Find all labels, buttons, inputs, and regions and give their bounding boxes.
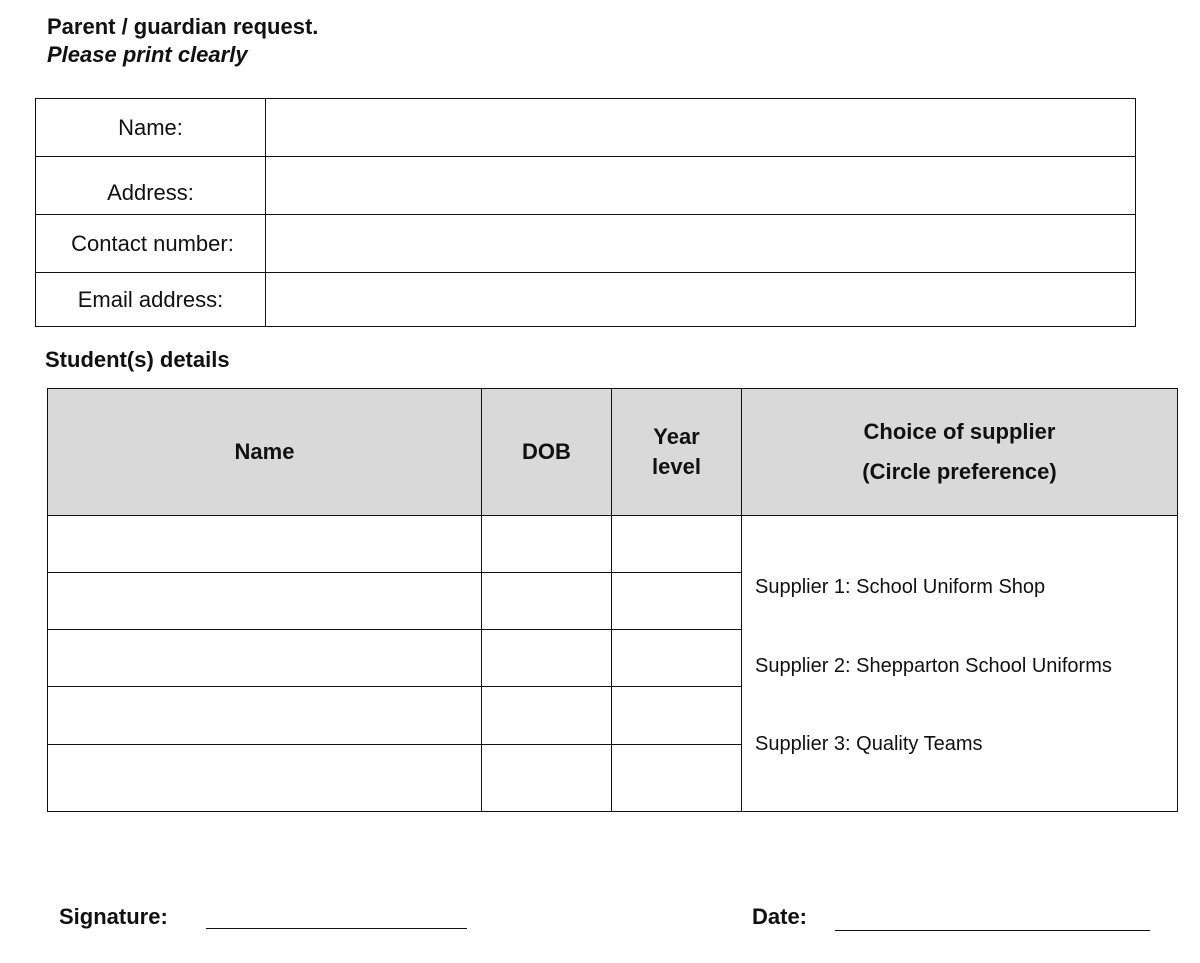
col-header-supplier-line1: Choice of supplier — [863, 418, 1056, 444]
student-year-cell[interactable] — [612, 687, 742, 744]
parent-row-address — [36, 157, 1136, 215]
student-dob-cell[interactable] — [482, 572, 612, 629]
parent-row-email — [36, 273, 1136, 327]
student-name-cell[interactable] — [48, 572, 482, 629]
parent-row-contact — [36, 215, 1136, 273]
address-label: Address: — [36, 157, 266, 215]
student-dob-cell[interactable] — [482, 630, 612, 687]
students-table — [47, 388, 1178, 812]
students-header-row — [48, 389, 1178, 516]
supplier-option-2[interactable]: Supplier 2: Shepparton School Uniforms — [755, 654, 1112, 677]
student-dob-cell[interactable] — [482, 744, 612, 811]
supplier-option-1[interactable]: Supplier 1: School Uniform Shop — [755, 575, 1046, 598]
student-year-cell[interactable] — [612, 744, 742, 811]
supplier-option-3[interactable]: Supplier 3: Quality Teams — [755, 732, 983, 755]
name-field[interactable] — [266, 99, 1136, 157]
contact-number-label: Contact number: — [36, 215, 266, 273]
address-field[interactable] — [266, 157, 1136, 215]
signature-label: Signature: — [59, 904, 168, 929]
email-address-field[interactable] — [266, 273, 1136, 327]
student-dob-cell[interactable] — [482, 515, 612, 572]
col-header-name-text: Name — [234, 438, 295, 464]
table-row — [48, 515, 1178, 572]
supplier-choices-cell — [742, 515, 1178, 811]
student-year-cell[interactable] — [612, 630, 742, 687]
contact-number-field[interactable] — [266, 215, 1136, 273]
student-name-cell[interactable] — [48, 687, 482, 744]
col-header-year-line1: Year — [653, 423, 700, 449]
col-header-supplier — [742, 389, 1178, 516]
col-header-year-line2: level — [652, 453, 701, 479]
form-title: Parent / guardian request. — [47, 14, 319, 39]
parent-row-name — [36, 99, 1136, 157]
form-subtitle: Please print clearly — [47, 42, 248, 67]
email-address-label: Email address: — [36, 273, 266, 327]
date-line[interactable] — [835, 930, 1150, 931]
students-section-title: Student(s) details — [45, 347, 230, 372]
student-name-cell[interactable] — [48, 515, 482, 572]
student-year-cell[interactable] — [612, 572, 742, 629]
parent-details-table — [35, 98, 1136, 327]
signature-line[interactable] — [206, 928, 467, 929]
col-header-dob — [482, 389, 612, 516]
student-year-cell[interactable] — [612, 515, 742, 572]
student-dob-cell[interactable] — [482, 687, 612, 744]
student-name-cell[interactable] — [48, 744, 482, 811]
student-name-cell[interactable] — [48, 630, 482, 687]
col-header-supplier-line2: (Circle preference) — [862, 458, 1057, 484]
name-label: Name: — [36, 99, 266, 157]
date-label: Date: — [752, 904, 808, 929]
col-header-year-level — [612, 389, 742, 516]
col-header-name — [48, 389, 482, 516]
col-header-dob-text: DOB — [522, 438, 571, 464]
